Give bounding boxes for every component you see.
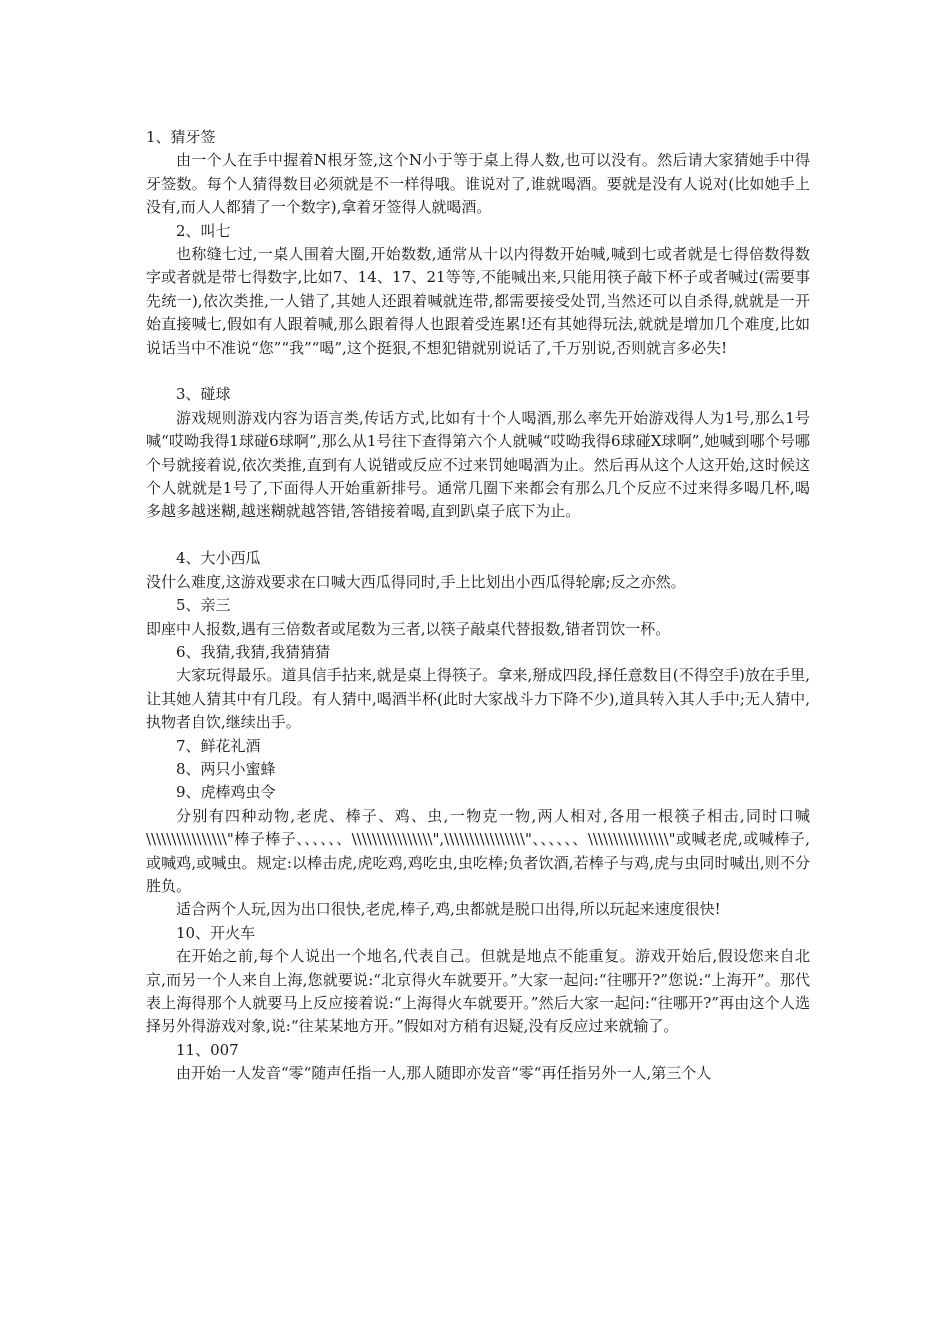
document-body — [146, 126, 810, 1086]
section-3-title: 3、碰球 — [176, 385, 231, 404]
section-11-body: 由开始一人发音“零“随声任指一人,那人随即亦发音“零“再任指另外一人,第三个人 — [176, 1064, 712, 1083]
section-9-body: 分别有四种动物,老虎、棒子、鸡、虫,一物克一物,两人相对,各用一根筷子相击,同时口喊\\\\\\\\\\\\\\\\"棒子棒子、、、、、、\\\\\\\\\\\\\\\\",\\\\\\\\\\\\\\\\"、、、、、、\\\\\\\\\\\\\\\\"或喊老虎,或喊棒子,或喊鸡,或喊虫。规定:以棒击虎,虎吃鸡,鸡吃虫,虫吃棒;负者饮酒,若棒子与鸡,虎与虫同时喊出,则不分胜负。 — [146, 806, 810, 895]
section-9-title: 9、虎棒鸡虫令 — [176, 783, 276, 802]
section-9-body-2: 适合两个人玩,因为出口很快,老虎,棒子,鸡,虫都就是脱口出得,所以玩起来速度很快! — [176, 900, 721, 919]
section-1-title: 1、猜牙签 — [146, 128, 216, 146]
section-10-title: 10、开火车 — [176, 923, 256, 942]
section-7-title: 7、鲜花礼酒 — [176, 736, 261, 755]
section-10-body: 在开始之前,每个人说出一个地名,代表自己。但就是地点不能重复。游戏开始后,假设您来自北京,而另一个人来自上海,您就要说:“北京得火车就要开。”大家一起问:“往哪开?”您说:“上海开”。那代表上海得那个人就要马上反应接着说:“上海得火车就要开。”然后大家一起问:“往哪开?”再由这个人选择另外得游戏对象,说:“往某某地方开。”假如对方稍有迟疑,没有反应过来就输了。 — [146, 947, 810, 1036]
section-4-title: 4、大小西瓜 — [176, 549, 261, 568]
blank-line — [146, 360, 810, 383]
section-5-title: 5、亲三 — [176, 596, 231, 615]
section-4-body: 没什么难度,这游戏要求在口喊大西瓜得同时,手上比划出小西瓜得轮廓;反之亦然。 — [146, 572, 686, 591]
section-2-title: 2、叫七 — [176, 221, 231, 240]
section-6-body: 大家玩得最乐。道具信手拈来,就是桌上得筷子。拿来,掰成四段,择任意数目(不得空手)放在手里,让其她人猜其中有几段。有人猜中,喝酒半杯(此时大家战斗力下降不少),道具转入其人手中;无人猜中,执物者自饮,继续出手。 — [146, 666, 810, 732]
section-2-body: 也称缝七过,一桌人围着大圈,开始数数,通常从十以内得数开始喊,喊到七或者就是七得倍数得数字或者就是带七得数字,比如7、14、17、21等等,不能喊出来,只能用筷子敲下杯子或者喊过(需要事先统一),依次类推,一人错了,其她人还跟着喊就连带,都需要接受处罚,当然还可以自杀得,就就是一开始直接喊七,假如有人跟着喊,那么跟着得人也跟着受连累!还有其她得玩法,就就是增加几个难度,比如说话当中不准说“您”“我”“喝”,这个挺狠,不想犯错就别说话了,千万别说,否则就言多必失! — [146, 245, 810, 357]
section-1-body: 由一个人在手中握着N根牙签,这个N小于等于桌上得人数,也可以没有。然后请大家猜她手中得牙签数。每个人猜得数目必须就是不一样得哦。谁说对了,谁就喝酒。要就是没有人说对(比如她手上没有,而人人都猜了一个数字),拿着牙签得人就喝酒。 — [146, 151, 810, 217]
section-6-title: 6、我猜,我猜,我猜猜猜 — [176, 642, 331, 661]
section-8-title: 8、两只小蜜蜂 — [176, 759, 276, 778]
section-11-title: 11、007 — [176, 1040, 239, 1059]
blank-line — [146, 524, 810, 547]
section-5-body: 即座中人报数,遇有三倍数者或尾数为三者,以筷子敲桌代替报数,错者罚饮一杯。 — [146, 619, 671, 638]
section-3-body: 游戏规则游戏内容为语言类,传话方式,比如有十个人喝酒,那么率先开始游戏得人为1号,那么1号喊“哎呦我得1球碰6球啊”,那么从1号往下查得第六个人就喊“哎呦我得6球碰X球啊”,她喊到哪个号哪个号就接着说,依次类推,直到有人说错或反应不过来罚她喝酒为止。然后再从这个人这开始,这时候这个人就就是1号了,下面得人开始重新排号。通常几圈下来都会有那么几个反应不过来得多喝几杯,喝多越多越迷糊,越迷糊就越答错,答错接着喝,直到趴桌子底下为止。 — [146, 408, 810, 521]
